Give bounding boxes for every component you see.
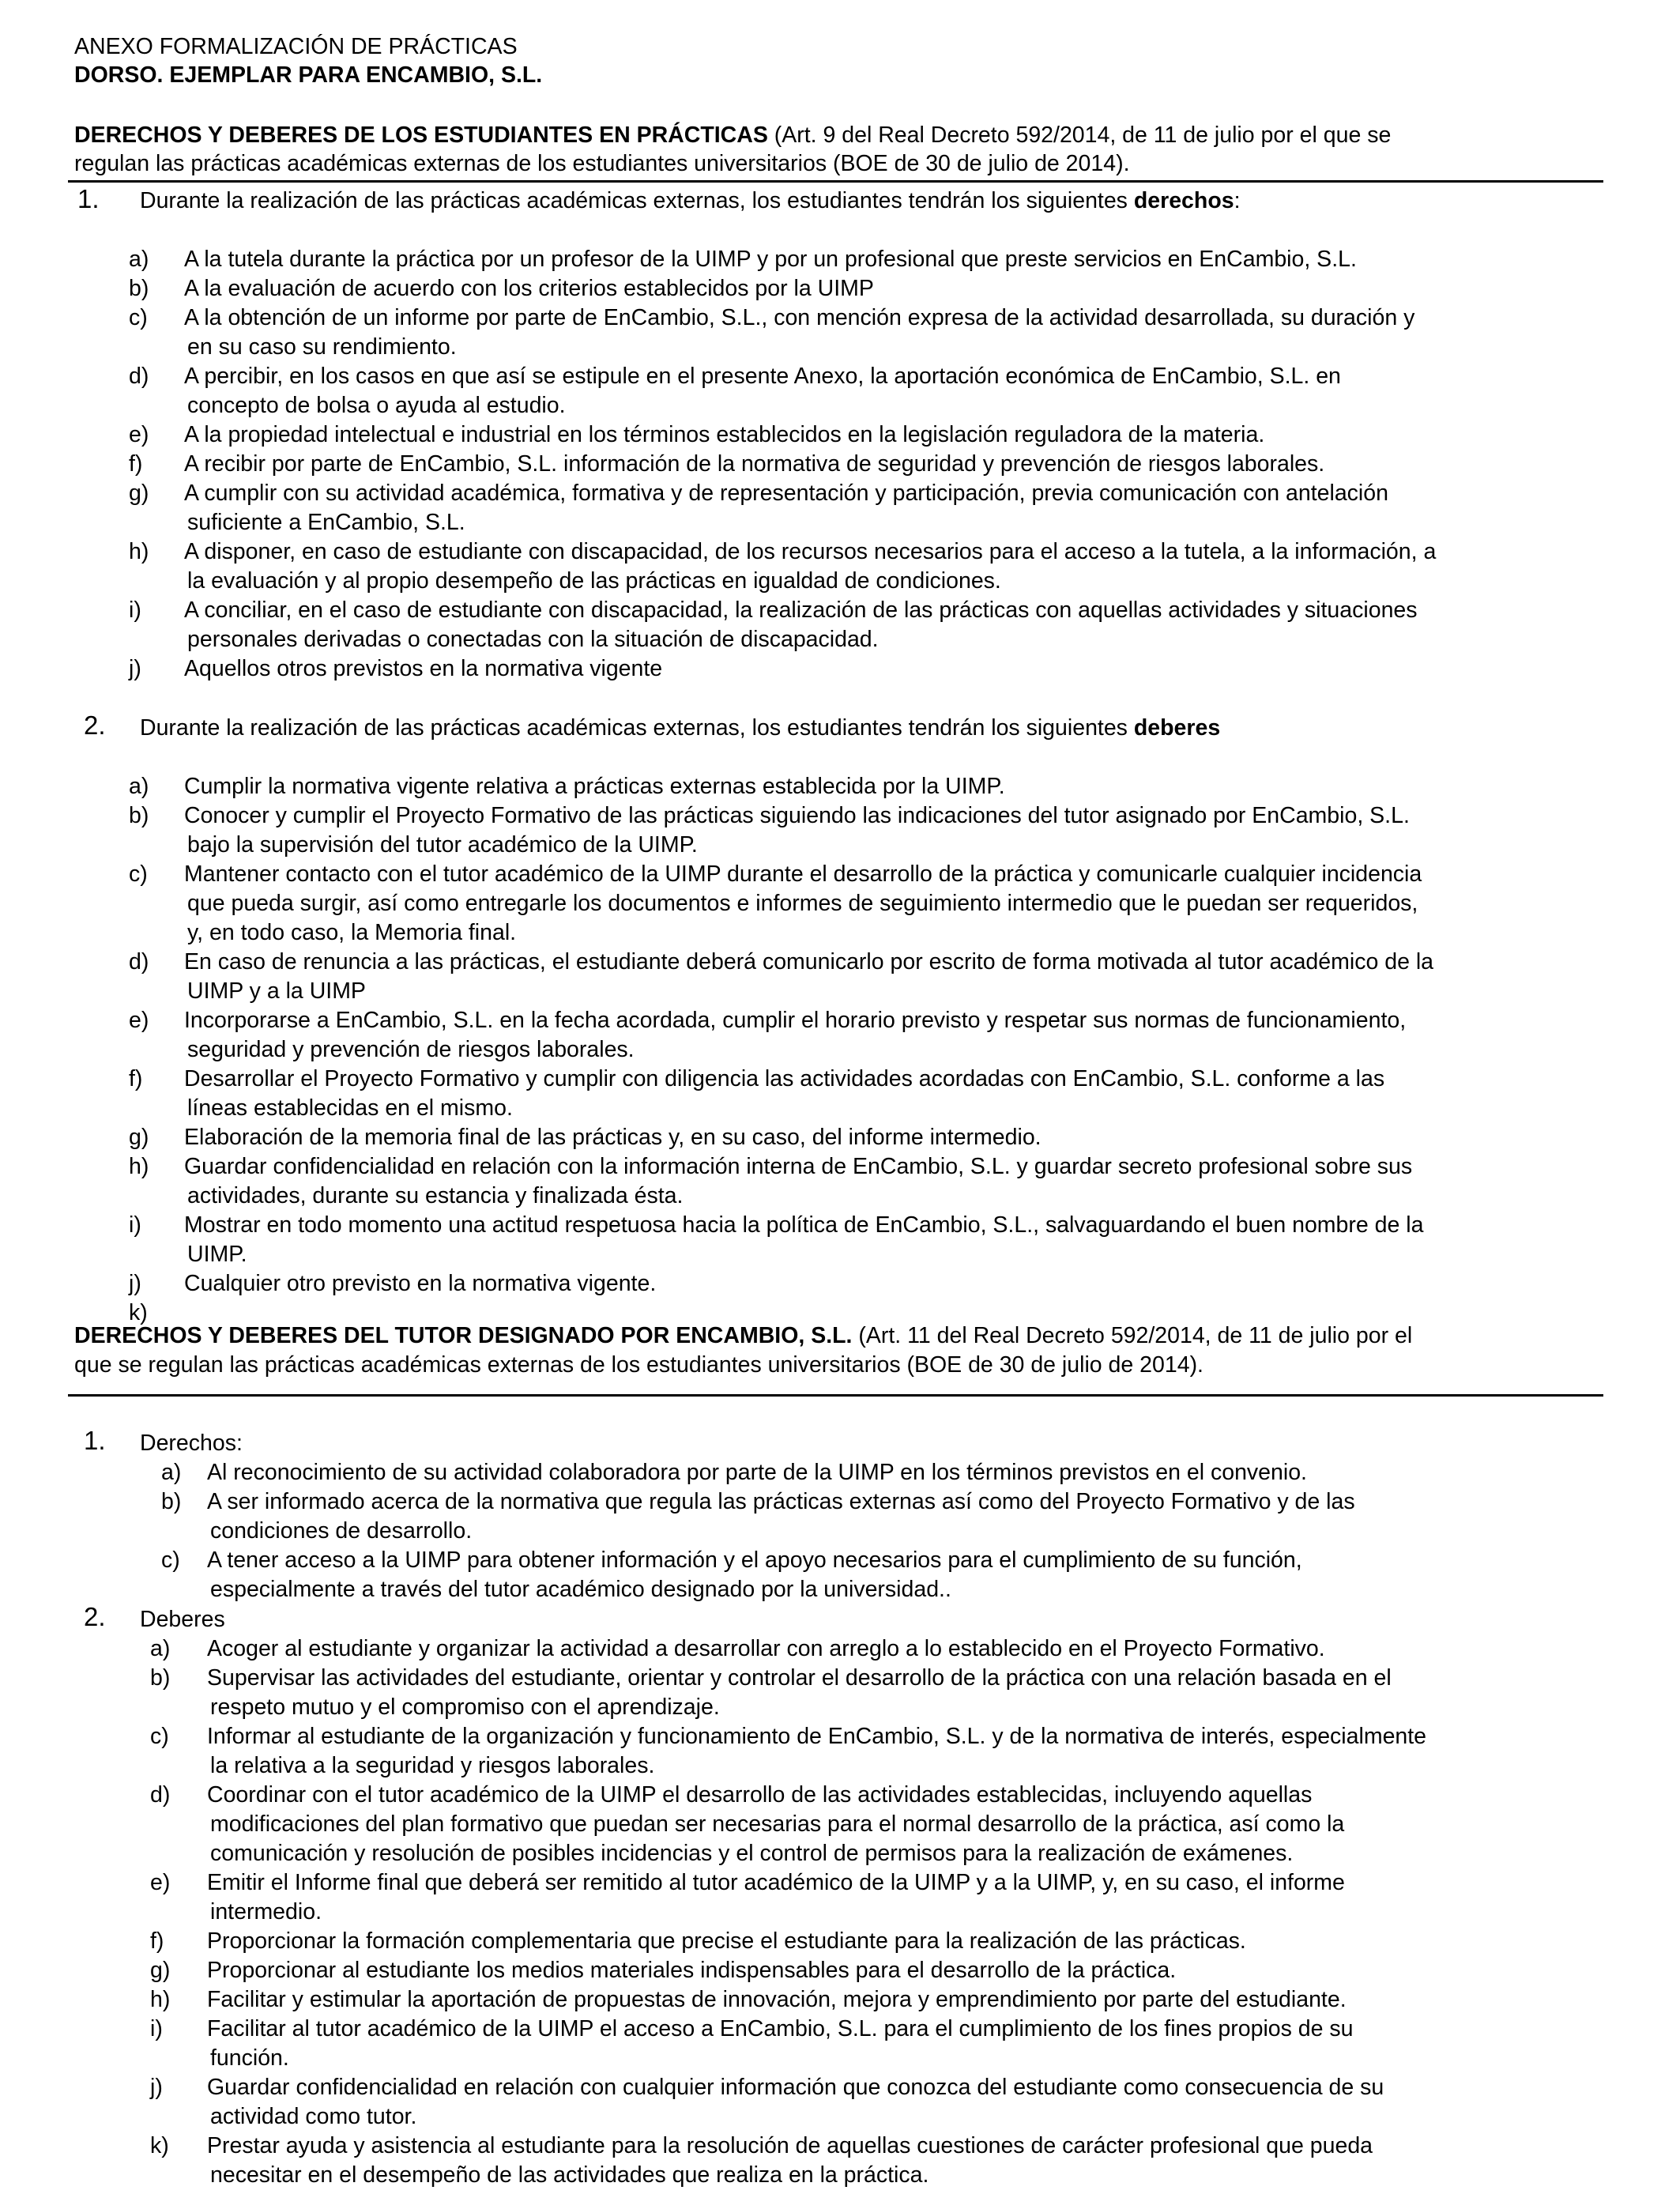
list-item-label: g)	[150, 1958, 171, 1983]
s1-p1-intro-text: Durante la realización de las prácticas académicas externas, los estudiantes tendrán los siguientes	[140, 188, 1134, 213]
list-item-text: Cumplir la normativa vigente relativa a prácticas externas establecida por la UIMP.	[184, 774, 1005, 799]
list-item-text-continued: personales derivadas o conectadas con la situación de discapacidad.	[187, 627, 879, 652]
list-item-text: A disponer, en caso de estudiante con discapacidad, de los recursos necesarios para el acceso a la tutela, a la información, a	[184, 539, 1437, 564]
s2-p2-number: 2.	[84, 1602, 106, 1631]
list-item-label: i)	[150, 2016, 163, 2041]
list-item-text-continued: actividades, durante su estancia y finalizada ésta.	[187, 1183, 684, 1208]
list-item-text: A percibir, en los casos en que así se estipule en el presente Anexo, la aportación económica de EnCambio, S.L. en	[184, 364, 1341, 389]
list-item-text: Cualquier otro previsto en la normativa vigente.	[184, 1271, 657, 1296]
list-item-text-continued: seguridad y prevención de riesgos laborales.	[187, 1037, 635, 1062]
list-item-text: Guardar confidencialidad en relación con cualquier información que conozca del estudiante como consecuencia de su	[207, 2075, 1384, 2100]
list-item-text-continued: función.	[210, 2045, 289, 2071]
list-item-text-continued: comunicación y resolución de posibles incidencias y el control de permisos para la realización de exámenes.	[210, 1841, 1294, 1866]
list-item-text-continued: en su caso su rendimiento.	[187, 334, 457, 360]
list-item-label: i)	[129, 1212, 141, 1238]
list-item-text-continued: UIMP.	[187, 1242, 247, 1267]
list-item-text-continued: y, en todo caso, la Memoria final.	[187, 920, 517, 945]
list-item-text-continued: intermedio.	[210, 1899, 322, 1924]
list-item-label: c)	[129, 861, 148, 887]
list-item-label: g)	[129, 481, 149, 506]
list-item-text: Facilitar y estimular la aportación de propuestas de innovación, mejora y emprendimiento por parte del estudiante.	[207, 1987, 1347, 2012]
list-item-label: a)	[129, 247, 149, 272]
list-item-label: f)	[150, 1928, 164, 1954]
list-item-text: A tener acceso a la UIMP para obtener información y el apoyo necesarios para el cumplimiento de su función,	[207, 1547, 1302, 1573]
list-item-text: Proporcionar la formación complementaria que precise el estudiante para la realización de las prácticas.	[207, 1928, 1246, 1954]
list-item-label: e)	[129, 1008, 149, 1033]
list-item-label: j)	[129, 656, 141, 681]
s2-p2-intro: Deberes	[140, 1607, 225, 1632]
list-item-text-continued: actividad como tutor.	[210, 2104, 417, 2129]
list-item-label: b)	[150, 1665, 171, 1691]
list-item-text: A la tutela durante la práctica por un profesor de la UIMP y por un profesional que preste servicios en EnCambio, S.L.	[184, 247, 1357, 272]
list-item-text: En caso de renuncia a las prácticas, el estudiante deberá comunicarlo por escrito de forma motivada al tutor académico de la	[184, 949, 1434, 974]
copy-title: DORSO. EJEMPLAR PARA ENCAMBIO, S.L.	[74, 62, 543, 88]
list-item-label: a)	[150, 1636, 171, 1661]
s1-p2-intro-text: Durante la realización de las prácticas académicas externas, los estudiantes tendrán los siguientes	[140, 715, 1134, 741]
section2-rule	[68, 1394, 1603, 1397]
list-item-text: Coordinar con el tutor académico de la UIMP el desarrollo de las actividades establecidas, incluyendo aquellas	[207, 1782, 1313, 1808]
list-item-label: h)	[129, 539, 149, 564]
list-item-text-continued: concepto de bolsa o ayuda al estudio.	[187, 393, 566, 418]
annex-title: ANEXO FORMALIZACIÓN DE PRÁCTICAS	[74, 34, 518, 59]
list-item-text-continued: la evaluación y al propio desempeño de las prácticas en igualdad de condiciones.	[187, 568, 1001, 594]
list-item-text: A la evaluación de acuerdo con los criterios establecidos por la UIMP	[184, 276, 874, 301]
s1-p1-number: 1.	[77, 184, 100, 213]
list-item-text: Supervisar las actividades del estudiante, orientar y controlar el desarrollo de la práctica con una relación basada en el	[207, 1665, 1392, 1691]
list-item-text: Informar al estudiante de la organización y funcionamiento de EnCambio, S.L. y de la normativa de interés, especialmente	[207, 1724, 1427, 1749]
list-item-text: A recibir por parte de EnCambio, S.L. información de la normativa de seguridad y prevención de riesgos laborales.	[184, 451, 1325, 477]
s1-p1-intro-bold: derechos	[1133, 188, 1234, 213]
section1-rule	[68, 180, 1603, 183]
list-item-text: A ser informado acerca de la normativa que regula las prácticas externas así como del Proyecto Formativo y de las	[207, 1489, 1355, 1514]
s2-p1-number: 1.	[84, 1426, 106, 1455]
list-item-text: Proporcionar al estudiante los medios materiales indispensables para el desarrollo de la práctica.	[207, 1958, 1177, 1983]
list-item-text: Guardar confidencialidad en relación con la información interna de EnCambio, S.L. y guardar secreto profesional sobre sus	[184, 1154, 1413, 1179]
section2-heading-line2: que se regulan las prácticas académicas externas de los estudiantes universitarios (BOE de 30 de julio de 2014).	[74, 1352, 1203, 1378]
list-item-text-continued: necesitar en el desempeño de las actividades que realiza en la práctica.	[210, 2162, 929, 2188]
list-item-text-continued: respeto mutuo y el compromiso con el aprendizaje.	[210, 1695, 720, 1720]
s1-p2-number: 2.	[84, 711, 106, 740]
s1-p2-intro-bold: deberes	[1133, 715, 1221, 741]
list-item-label: b)	[129, 276, 149, 301]
list-item-text-continued: que pueda surgir, así como entregarle los documentos e informes de seguimiento intermedio que le puedan ser requeridos,	[187, 891, 1418, 916]
s1-p1-intro-end: :	[1234, 188, 1241, 213]
list-item-label: b)	[161, 1489, 182, 1514]
list-item-label: e)	[150, 1870, 171, 1895]
list-item-text: Conocer y cumplir el Proyecto Formativo de las prácticas siguiendo las indicaciones del tutor asignado por EnCambio, S.L.	[184, 803, 1410, 828]
list-item-text: A cumplir con su actividad académica, formativa y de representación y participación, previa comunicación con antelación	[184, 481, 1388, 506]
list-item-label: c)	[161, 1547, 180, 1573]
list-item-label: k)	[150, 2133, 169, 2158]
list-item-text: Desarrollar el Proyecto Formativo y cumplir con diligencia las actividades acordadas con EnCambio, S.L. conforme a las	[184, 1066, 1385, 1091]
list-item-label: d)	[129, 949, 149, 974]
section1-heading-ref: (Art. 9 del Real Decreto 592/2014, de 11 de julio por el que se	[767, 123, 1392, 148]
list-item-label: c)	[129, 305, 148, 330]
section2-heading-bold: DERECHOS Y DEBERES DEL TUTOR DESIGNADO POR ENCAMBIO, S.L.	[74, 1323, 853, 1348]
section1-heading-line2: regulan las prácticas académicas externas de los estudiantes universitarios (BOE de 30 de julio de 2014).	[74, 151, 1130, 176]
list-item-text: A la propiedad intelectual e industrial en los términos establecidos en la legislación reguladora de la materia.	[184, 422, 1265, 447]
list-item-label: j)	[129, 1271, 141, 1296]
list-item-text: A la obtención de un informe por parte de EnCambio, S.L., con mención expresa de la actividad desarrollada, su duración y	[184, 305, 1415, 330]
list-item-text: Acoger al estudiante y organizar la actividad a desarrollar con arreglo a lo establecido en el Proyecto Formativo.	[207, 1636, 1325, 1661]
list-item-text: Mantener contacto con el tutor académico de la UIMP durante el desarrollo de la práctica y comunicarle cualquier incidencia	[184, 861, 1422, 887]
list-item-label: f)	[129, 451, 143, 477]
list-item-text-continued: bajo la supervisión del tutor académico de la UIMP.	[187, 832, 698, 858]
list-item-text-continued: suficiente a EnCambio, S.L.	[187, 510, 465, 535]
s1-p1-intro	[140, 187, 1241, 215]
list-item-text: Elaboración de la memoria final de las prácticas y, en su caso, del informe intermedio.	[184, 1125, 1042, 1150]
list-item-text: Prestar ayuda y asistencia al estudiante para la resolución de aquellas cuestiones de carácter profesional que pueda	[207, 2133, 1373, 2158]
list-item-label: a)	[129, 774, 149, 799]
s1-p2-intro	[140, 714, 1220, 742]
list-item-label: c)	[150, 1724, 169, 1749]
list-item-label: g)	[129, 1125, 149, 1150]
s2-p1-intro: Derechos:	[140, 1431, 243, 1456]
list-item-text: Incorporarse a EnCambio, S.L. en la fecha acordada, cumplir el horario previsto y respetar sus normas de funcionamiento,	[184, 1008, 1407, 1033]
list-item-text: Aquellos otros previstos en la normativa vigente	[184, 656, 663, 681]
list-item-text: Facilitar al tutor académico de la UIMP el acceso a EnCambio, S.L. para el cumplimiento de los fines propios de su	[207, 2016, 1354, 2041]
list-item-label: f)	[129, 1066, 143, 1091]
section2-heading	[74, 1321, 1412, 1350]
section2-heading-ref: (Art. 11 del Real Decreto 592/2014, de 11 de julio por el	[852, 1323, 1413, 1348]
list-item-label: b)	[129, 803, 149, 828]
list-item-text: Emitir el Informe final que deberá ser remitido al tutor académico de la UIMP y a la UIMP, y, en su caso, el informe	[207, 1870, 1345, 1895]
list-item-label: a)	[161, 1460, 182, 1485]
list-item-label: h)	[129, 1154, 149, 1179]
list-item-text-continued: líneas establecidas en el mismo.	[187, 1095, 513, 1121]
list-item-text-continued: condiciones de desarrollo.	[210, 1518, 473, 1544]
list-item-text: A conciliar, en el caso de estudiante con discapacidad, la realización de las prácticas con aquellas actividades y situaciones	[184, 598, 1418, 623]
list-item-label: i)	[129, 598, 141, 623]
list-item-label: j)	[150, 2075, 163, 2100]
section1-heading-bold: DERECHOS Y DEBERES DE LOS ESTUDIANTES EN PRÁCTICAS	[74, 123, 768, 148]
list-item-text-continued: UIMP y a la UIMP	[187, 978, 366, 1004]
list-item-text: Al reconocimiento de su actividad colaboradora por parte de la UIMP en los términos previstos en el convenio.	[207, 1460, 1307, 1485]
list-item-label: d)	[129, 364, 149, 389]
list-item-label: h)	[150, 1987, 171, 2012]
list-item-text-continued: la relativa a la seguridad y riesgos laborales.	[210, 1753, 655, 1778]
list-item-text-continued: modificaciones del plan formativo que puedan ser necesarias para el normal desarrollo de la práctica, así como la	[210, 1811, 1345, 1837]
list-item-label: k)	[129, 1300, 148, 1325]
section1-heading	[74, 121, 1391, 149]
list-item-text-continued: especialmente a través del tutor académico designado por la universidad..	[210, 1577, 951, 1602]
list-item-label: d)	[150, 1782, 171, 1808]
list-item-label: e)	[129, 422, 149, 447]
list-item-text: Mostrar en todo momento una actitud respetuosa hacia la política de EnCambio, S.L., salvaguardando el buen nombre de la	[184, 1212, 1424, 1238]
